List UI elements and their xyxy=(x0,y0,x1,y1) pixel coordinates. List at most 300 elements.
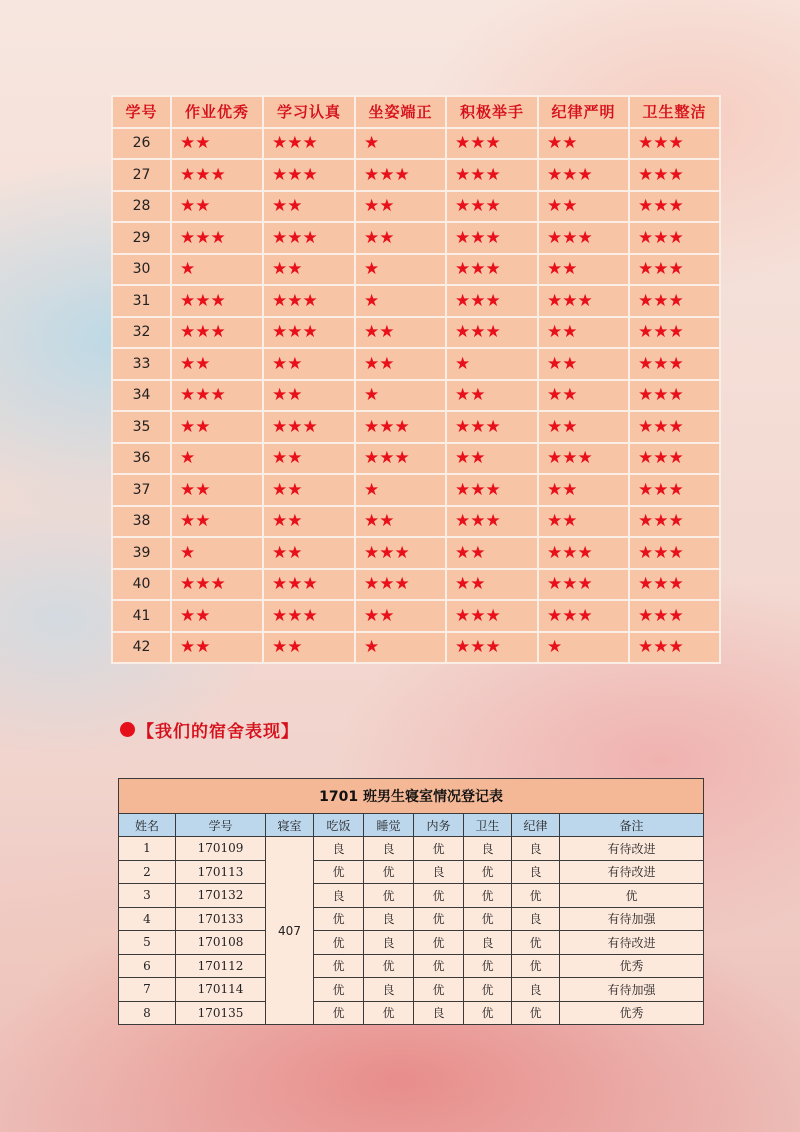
star-rating-cell xyxy=(263,254,355,286)
dorm-header-housekeeping: 内务 xyxy=(414,814,464,837)
star-icon: ★ xyxy=(638,605,654,626)
star-icon: ★ xyxy=(364,290,380,311)
star-rating-cell xyxy=(355,317,446,349)
star-icon: ★ xyxy=(287,290,303,311)
dorm-note-cell: 有待改进 xyxy=(560,837,704,861)
star-icon: ★ xyxy=(455,416,471,437)
dorm-student-id-cell: 170108 xyxy=(176,931,266,955)
star-icon: ★ xyxy=(272,259,288,280)
star-rating-cell xyxy=(629,443,720,475)
star-icon: ★ xyxy=(562,290,578,311)
performance-body xyxy=(112,128,720,664)
dorm-discipline-cell: 优 xyxy=(512,931,560,955)
star-icon: ★ xyxy=(195,605,211,626)
dorm-hygiene-cell: 优 xyxy=(464,860,512,884)
star-rating-cell xyxy=(538,254,629,286)
star-icon: ★ xyxy=(379,511,395,532)
dorm-student-id-cell: 170112 xyxy=(176,954,266,978)
star-icon: ★ xyxy=(638,511,654,532)
star-icon: ★ xyxy=(470,322,486,343)
dorm-note-cell: 优秀 xyxy=(560,1001,704,1025)
star-rating-cell xyxy=(538,506,629,538)
star-icon: ★ xyxy=(668,448,684,469)
star-icon: ★ xyxy=(364,196,380,217)
dorm-name-cell: 3 xyxy=(119,884,176,908)
star-rating-cell xyxy=(629,569,720,601)
star-icon: ★ xyxy=(210,574,226,595)
dorm-housekeeping-cell: 优 xyxy=(414,907,464,931)
table-row xyxy=(112,159,720,191)
star-icon: ★ xyxy=(470,605,486,626)
star-rating-cell xyxy=(629,348,720,380)
star-icon: ★ xyxy=(668,637,684,658)
star-icon: ★ xyxy=(668,290,684,311)
table-row xyxy=(112,348,720,380)
star-icon: ★ xyxy=(653,164,669,185)
star-icon: ★ xyxy=(653,385,669,406)
star-rating-cell xyxy=(538,380,629,412)
star-icon: ★ xyxy=(470,290,486,311)
star-icon: ★ xyxy=(455,164,471,185)
star-rating-cell xyxy=(538,348,629,380)
star-icon: ★ xyxy=(272,322,288,343)
star-rating-cell xyxy=(263,600,355,632)
table-row xyxy=(119,884,704,908)
dorm-header-student-id: 学号 xyxy=(176,814,266,837)
dorm-sleeping-cell: 优 xyxy=(364,884,414,908)
star-rating-cell xyxy=(629,254,720,286)
star-icon: ★ xyxy=(195,322,211,343)
performance-table xyxy=(111,95,721,664)
dorm-student-id-cell: 170133 xyxy=(176,907,266,931)
star-icon: ★ xyxy=(272,133,288,154)
star-icon: ★ xyxy=(394,416,410,437)
star-icon: ★ xyxy=(470,479,486,500)
student-id-cell: 39 xyxy=(112,537,171,569)
dorm-housekeeping-cell: 优 xyxy=(414,978,464,1002)
star-icon: ★ xyxy=(470,448,486,469)
star-icon: ★ xyxy=(638,259,654,280)
star-icon: ★ xyxy=(287,605,303,626)
star-icon: ★ xyxy=(455,196,471,217)
star-rating-cell xyxy=(538,222,629,254)
star-icon: ★ xyxy=(455,385,471,406)
star-rating-cell xyxy=(538,474,629,506)
star-icon: ★ xyxy=(547,542,563,563)
star-icon: ★ xyxy=(180,479,196,500)
star-icon: ★ xyxy=(547,133,563,154)
star-icon: ★ xyxy=(668,605,684,626)
star-rating-cell xyxy=(263,285,355,317)
table-row xyxy=(112,191,720,223)
star-icon: ★ xyxy=(210,164,226,185)
student-id-cell: 36 xyxy=(112,443,171,475)
star-icon: ★ xyxy=(302,574,318,595)
dorm-sleeping-cell: 良 xyxy=(364,907,414,931)
star-icon: ★ xyxy=(485,196,501,217)
star-icon: ★ xyxy=(638,385,654,406)
star-icon: ★ xyxy=(653,259,669,280)
star-rating-cell xyxy=(538,632,629,664)
star-icon: ★ xyxy=(195,164,211,185)
star-icon: ★ xyxy=(379,605,395,626)
star-icon: ★ xyxy=(653,574,669,595)
star-icon: ★ xyxy=(272,385,288,406)
star-rating-cell xyxy=(446,191,538,223)
star-icon: ★ xyxy=(302,227,318,248)
star-icon: ★ xyxy=(562,448,578,469)
star-icon: ★ xyxy=(455,574,471,595)
dorm-name-cell: 4 xyxy=(119,907,176,931)
star-icon: ★ xyxy=(195,479,211,500)
dorm-table-title: 1701 班男生寝室情况登记表 xyxy=(119,779,704,814)
star-icon: ★ xyxy=(379,164,395,185)
star-icon: ★ xyxy=(547,353,563,374)
star-rating-cell xyxy=(538,128,629,160)
dorm-housekeeping-cell: 优 xyxy=(414,931,464,955)
star-rating-cell xyxy=(538,569,629,601)
star-icon: ★ xyxy=(455,511,471,532)
star-icon: ★ xyxy=(653,448,669,469)
star-icon: ★ xyxy=(272,448,288,469)
star-icon: ★ xyxy=(485,227,501,248)
star-rating-cell xyxy=(355,569,446,601)
star-icon: ★ xyxy=(470,574,486,595)
star-icon: ★ xyxy=(379,353,395,374)
star-icon: ★ xyxy=(180,605,196,626)
star-icon: ★ xyxy=(195,353,211,374)
star-icon: ★ xyxy=(195,227,211,248)
star-icon: ★ xyxy=(364,133,380,154)
star-rating-cell xyxy=(538,600,629,632)
star-icon: ★ xyxy=(668,574,684,595)
star-icon: ★ xyxy=(287,542,303,563)
star-rating-cell xyxy=(171,317,263,349)
star-icon: ★ xyxy=(455,479,471,500)
star-rating-cell xyxy=(263,128,355,160)
star-icon: ★ xyxy=(272,164,288,185)
star-icon: ★ xyxy=(485,133,501,154)
star-icon: ★ xyxy=(364,385,380,406)
star-icon: ★ xyxy=(547,227,563,248)
star-icon: ★ xyxy=(547,290,563,311)
star-icon: ★ xyxy=(638,416,654,437)
star-icon: ★ xyxy=(653,479,669,500)
star-icon: ★ xyxy=(485,259,501,280)
star-icon: ★ xyxy=(547,416,563,437)
star-icon: ★ xyxy=(364,542,380,563)
star-icon: ★ xyxy=(485,511,501,532)
dorm-housekeeping-cell: 优 xyxy=(414,837,464,861)
student-id-cell: 26 xyxy=(112,128,171,160)
star-icon: ★ xyxy=(547,322,563,343)
student-id-cell: 34 xyxy=(112,380,171,412)
star-rating-cell xyxy=(355,159,446,191)
star-icon: ★ xyxy=(562,353,578,374)
star-icon: ★ xyxy=(547,448,563,469)
table-row xyxy=(112,474,720,506)
star-rating-cell xyxy=(446,222,538,254)
star-icon: ★ xyxy=(653,605,669,626)
star-icon: ★ xyxy=(668,511,684,532)
table-row xyxy=(112,411,720,443)
student-id-cell: 27 xyxy=(112,159,171,191)
star-icon: ★ xyxy=(364,511,380,532)
student-id-cell: 31 xyxy=(112,285,171,317)
star-icon: ★ xyxy=(210,290,226,311)
star-icon: ★ xyxy=(470,133,486,154)
dorm-sleeping-cell: 优 xyxy=(364,1001,414,1025)
star-icon: ★ xyxy=(379,416,395,437)
dorm-header-sleeping: 睡觉 xyxy=(364,814,414,837)
star-rating-cell xyxy=(355,411,446,443)
star-rating-cell xyxy=(171,443,263,475)
student-id-cell: 37 xyxy=(112,474,171,506)
star-icon: ★ xyxy=(668,353,684,374)
dorm-discipline-cell: 良 xyxy=(512,860,560,884)
star-rating-cell xyxy=(171,222,263,254)
star-icon: ★ xyxy=(455,637,471,658)
student-id-cell: 41 xyxy=(112,600,171,632)
star-icon: ★ xyxy=(180,290,196,311)
table-row xyxy=(112,632,720,664)
star-rating-cell xyxy=(629,159,720,191)
star-rating-cell xyxy=(171,128,263,160)
star-rating-cell xyxy=(629,537,720,569)
dorm-discipline-cell: 优 xyxy=(512,954,560,978)
star-rating-cell xyxy=(171,159,263,191)
star-icon: ★ xyxy=(577,164,593,185)
star-icon: ★ xyxy=(668,416,684,437)
star-rating-cell xyxy=(355,348,446,380)
star-icon: ★ xyxy=(562,511,578,532)
bullet-dot-icon xyxy=(120,722,135,737)
star-icon: ★ xyxy=(577,290,593,311)
star-rating-cell xyxy=(263,632,355,664)
star-icon: ★ xyxy=(287,416,303,437)
table-row xyxy=(119,1001,704,1025)
star-icon: ★ xyxy=(287,133,303,154)
star-icon: ★ xyxy=(638,353,654,374)
star-icon: ★ xyxy=(195,574,211,595)
star-icon: ★ xyxy=(195,637,211,658)
star-icon: ★ xyxy=(577,448,593,469)
star-icon: ★ xyxy=(379,322,395,343)
table-row xyxy=(119,837,704,861)
star-icon: ★ xyxy=(577,227,593,248)
star-rating-cell xyxy=(263,159,355,191)
star-icon: ★ xyxy=(562,196,578,217)
star-icon: ★ xyxy=(638,479,654,500)
table-row xyxy=(112,600,720,632)
star-icon: ★ xyxy=(653,511,669,532)
star-icon: ★ xyxy=(470,637,486,658)
star-icon: ★ xyxy=(180,322,196,343)
star-icon: ★ xyxy=(302,290,318,311)
star-icon: ★ xyxy=(379,227,395,248)
star-icon: ★ xyxy=(287,353,303,374)
star-icon: ★ xyxy=(180,259,196,280)
header-posture: 坐姿端正 xyxy=(355,96,446,128)
star-icon: ★ xyxy=(577,605,593,626)
dorm-housekeeping-cell: 良 xyxy=(414,1001,464,1025)
star-icon: ★ xyxy=(653,353,669,374)
student-id-cell: 40 xyxy=(112,569,171,601)
star-rating-cell xyxy=(629,285,720,317)
star-icon: ★ xyxy=(470,227,486,248)
star-icon: ★ xyxy=(180,542,196,563)
star-icon: ★ xyxy=(562,479,578,500)
table-row xyxy=(112,537,720,569)
table-row xyxy=(112,254,720,286)
star-icon: ★ xyxy=(364,479,380,500)
star-rating-cell xyxy=(355,474,446,506)
star-icon: ★ xyxy=(485,290,501,311)
dorm-name-cell: 2 xyxy=(119,860,176,884)
star-rating-cell xyxy=(171,537,263,569)
dorm-sleeping-cell: 良 xyxy=(364,931,414,955)
star-rating-cell xyxy=(538,191,629,223)
dorm-discipline-cell: 良 xyxy=(512,907,560,931)
star-icon: ★ xyxy=(287,511,303,532)
star-rating-cell xyxy=(629,411,720,443)
star-rating-cell xyxy=(446,474,538,506)
star-icon: ★ xyxy=(180,448,196,469)
star-icon: ★ xyxy=(485,637,501,658)
star-icon: ★ xyxy=(364,353,380,374)
star-rating-cell xyxy=(355,506,446,538)
star-icon: ★ xyxy=(562,164,578,185)
star-rating-cell xyxy=(171,348,263,380)
star-rating-cell xyxy=(171,191,263,223)
star-icon: ★ xyxy=(485,479,501,500)
star-icon: ★ xyxy=(364,574,380,595)
star-icon: ★ xyxy=(653,542,669,563)
table-row xyxy=(112,506,720,538)
star-icon: ★ xyxy=(668,259,684,280)
dorm-hygiene-cell: 优 xyxy=(464,884,512,908)
star-rating-cell xyxy=(171,506,263,538)
star-icon: ★ xyxy=(287,196,303,217)
star-icon: ★ xyxy=(547,605,563,626)
star-icon: ★ xyxy=(272,605,288,626)
star-icon: ★ xyxy=(302,605,318,626)
dorm-eating-cell: 优 xyxy=(314,978,364,1002)
dorm-eating-cell: 优 xyxy=(314,954,364,978)
star-rating-cell xyxy=(263,569,355,601)
star-icon: ★ xyxy=(180,164,196,185)
star-icon: ★ xyxy=(195,196,211,217)
star-rating-cell xyxy=(446,348,538,380)
star-icon: ★ xyxy=(668,227,684,248)
header-hygiene: 卫生整洁 xyxy=(629,96,720,128)
dorm-student-id-cell: 170109 xyxy=(176,837,266,861)
dorm-eating-cell: 优 xyxy=(314,860,364,884)
star-rating-cell xyxy=(629,191,720,223)
star-icon: ★ xyxy=(455,290,471,311)
student-id-cell: 32 xyxy=(112,317,171,349)
star-rating-cell xyxy=(263,317,355,349)
star-icon: ★ xyxy=(364,259,380,280)
star-icon: ★ xyxy=(379,574,395,595)
star-rating-cell xyxy=(538,443,629,475)
star-rating-cell xyxy=(629,317,720,349)
star-icon: ★ xyxy=(364,448,380,469)
star-icon: ★ xyxy=(485,605,501,626)
star-rating-cell xyxy=(538,159,629,191)
star-rating-cell xyxy=(446,537,538,569)
star-rating-cell xyxy=(263,443,355,475)
star-icon: ★ xyxy=(455,353,471,374)
star-icon: ★ xyxy=(638,637,654,658)
dorm-housekeeping-cell: 良 xyxy=(414,860,464,884)
dorm-header-room: 寝室 xyxy=(266,814,314,837)
star-icon: ★ xyxy=(668,322,684,343)
student-id-cell: 33 xyxy=(112,348,171,380)
dorm-name-cell: 5 xyxy=(119,931,176,955)
star-icon: ★ xyxy=(272,542,288,563)
star-icon: ★ xyxy=(455,259,471,280)
dorm-header-name: 姓名 xyxy=(119,814,176,837)
dorm-hygiene-cell: 优 xyxy=(464,907,512,931)
star-icon: ★ xyxy=(302,133,318,154)
table-row xyxy=(112,380,720,412)
star-icon: ★ xyxy=(562,385,578,406)
star-icon: ★ xyxy=(379,196,395,217)
star-icon: ★ xyxy=(668,542,684,563)
star-icon: ★ xyxy=(485,164,501,185)
star-icon: ★ xyxy=(195,133,211,154)
dorm-eating-cell: 良 xyxy=(314,837,364,861)
star-icon: ★ xyxy=(470,385,486,406)
star-icon: ★ xyxy=(364,605,380,626)
star-icon: ★ xyxy=(180,637,196,658)
star-icon: ★ xyxy=(470,416,486,437)
star-icon: ★ xyxy=(562,416,578,437)
star-rating-cell xyxy=(263,474,355,506)
star-rating-cell xyxy=(629,632,720,664)
dorm-note-cell: 优 xyxy=(560,884,704,908)
star-icon: ★ xyxy=(470,542,486,563)
star-rating-cell xyxy=(629,600,720,632)
star-icon: ★ xyxy=(547,479,563,500)
star-icon: ★ xyxy=(470,511,486,532)
star-icon: ★ xyxy=(210,385,226,406)
dorm-header-hygiene: 卫生 xyxy=(464,814,512,837)
star-icon: ★ xyxy=(195,290,211,311)
star-icon: ★ xyxy=(653,416,669,437)
star-icon: ★ xyxy=(180,353,196,374)
star-rating-cell xyxy=(355,443,446,475)
section-heading xyxy=(120,717,299,742)
star-icon: ★ xyxy=(180,196,196,217)
star-icon: ★ xyxy=(562,605,578,626)
table-row xyxy=(112,128,720,160)
dorm-discipline-cell: 良 xyxy=(512,837,560,861)
star-rating-cell xyxy=(171,411,263,443)
star-icon: ★ xyxy=(638,196,654,217)
star-rating-cell xyxy=(263,222,355,254)
table-row xyxy=(112,317,720,349)
performance-header-row xyxy=(112,96,720,128)
dorm-hygiene-cell: 良 xyxy=(464,931,512,955)
table-row xyxy=(112,443,720,475)
dorm-body xyxy=(119,837,704,1025)
star-icon: ★ xyxy=(180,416,196,437)
star-rating-cell xyxy=(446,569,538,601)
star-icon: ★ xyxy=(638,542,654,563)
star-rating-cell xyxy=(355,600,446,632)
